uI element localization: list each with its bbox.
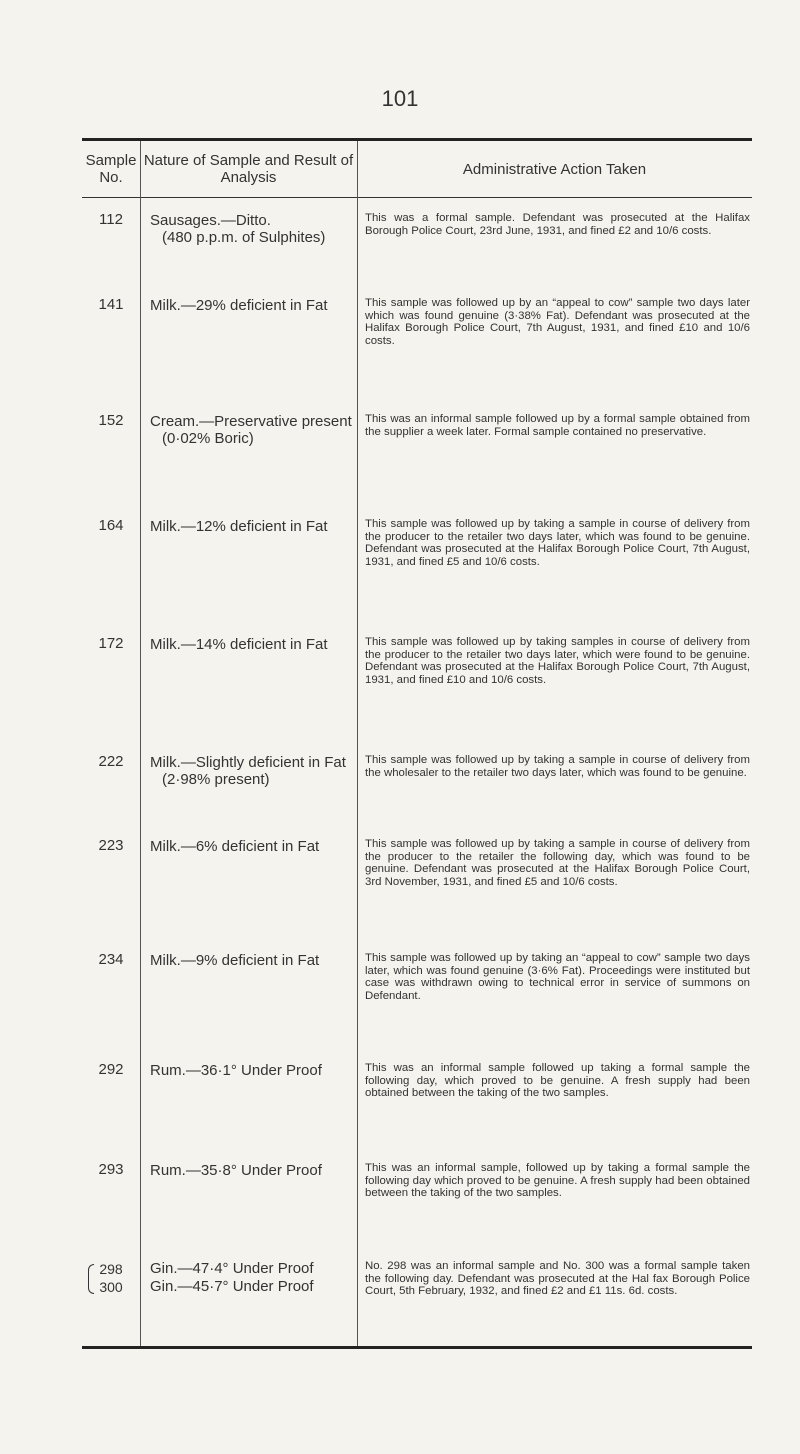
nature-line: Milk.—29% deficient in Fat [150,297,328,314]
table-row [82,636,752,754]
sample-nature [140,212,357,297]
sample-no: 172 [98,635,124,652]
table-row [82,1260,752,1346]
sample-no: 152 [98,412,124,429]
nature-line: Milk.—12% deficient in Fat [150,518,328,535]
table-row [82,297,752,413]
sample-nature [140,952,357,1062]
table-row [82,198,752,297]
table-header [82,141,752,198]
sample-nature [140,297,357,413]
nature-line: Gin.—45·7° Under Proof [150,1278,314,1295]
sample-no-group [82,1260,140,1346]
table-row [82,413,752,518]
sample-no: 293 [98,1161,124,1178]
header-sample-no: Sample No. [85,152,137,186]
nature-line: Rum.—36·1° Under Proof [150,1062,322,1079]
nature-line: Milk.—9% deficient in Fat [150,952,320,969]
action-taken: This was an informal sample followed up taking a formal sample the following day, which proved to be genuine. A fresh supply had been obtained between the taking of the two samples. [365,1062,750,1099]
sample-nature [140,1162,357,1260]
sample-nature [140,838,357,952]
action-taken: This sample was followed up by taking a sample in course of delivery from the wholesaler to the retailer two days later, which was found to be genuine. [365,754,750,779]
nature-detail: (480 p.p.m. of Sulphites) [162,229,326,246]
sample-no: 298 [99,1261,123,1277]
nature-line: Milk.—14% deficient in Fat [150,636,328,653]
sample-nature [140,518,357,636]
action-taken: This sample was followed up by an “appeal to cow” sample two days later which was found genuine (3·38% Fat). Defendant was prosecuted at the Halifax Borough Police Court, 7th August, 1931, and fined £10 and 10/6 costs. [365,297,750,347]
table-row [82,838,752,952]
nature-line: Milk.—6% deficient in Fat [150,838,320,855]
action-taken: This sample was followed up by taking a sample in course of delivery from the producer to the retailer the following day, which was found to be genuine. Defendant was prosecuted at the Halifax Borough Police Court, 3rd November, 1931, and fined £5 and 10/6 costs. [365,838,750,888]
table-row [82,518,752,636]
table-row [82,754,752,838]
sample-no: 141 [98,296,124,313]
page-number: 101 [381,86,419,111]
action-taken: This sample was followed up by taking a sample in course of delivery from the producer to the retailer two days later, which was found to be genuine. Defendant was prosecuted at the Halifax Borough Police Court, 7th August, 1931, and fined £5 and 10/6 costs. [365,518,750,568]
sample-nature [140,1260,357,1346]
nature-detail: (2·98% present) [162,771,270,788]
nature-line: Sausages.—Ditto. [150,212,271,229]
nature-line: Gin.—47·4° Under Proof [150,1260,314,1277]
sample-no: 300 [99,1279,123,1295]
action-taken: This was an informal sample followed up by a formal sample obtained from the supplier a week later. Formal sample contained no preservative. [365,413,750,438]
table-row [82,1162,752,1260]
action-taken: This was an informal sample, followed up by taking a formal sample the following day which proved to be genuine. A fresh supply had been obtained between the taking of the two samples. [365,1162,750,1199]
action-taken: This sample was followed up by taking an “appeal to cow” sample two days later, which was found genuine (3·6% Fat). Proceedings were instituted but case was withdrawn owing to technical error in service of summons on Defendant. [365,952,750,1002]
sample-no: 112 [99,211,123,228]
header-action: Administrative Action Taken [462,160,647,178]
action-taken: No. 298 was an informal sample and No. 300 was a formal sample taken the following day. Defendant was prosecuted at the Hal fax Borough Police Court, 5th February, 1932, and fined £2 and £1 11s. 6d. costs. [365,1260,750,1297]
nature-line: Rum.—35·8° Under Proof [150,1162,322,1179]
sample-nature [140,1062,357,1162]
sample-no: 223 [98,837,124,854]
sample-nature [140,413,357,518]
action-taken: This sample was followed up by taking samples in course of delivery from the producer to the retailer two days later, which were found to be genuine. Defendant was prosecuted at the Halifax Borough Police Court, 7th August, 1931, and fined £10 and 10/6 costs. [365,636,750,686]
nature-detail: (0·02% Boric) [162,430,254,447]
header-nature: Nature of Sample and Result of Analysis [143,152,354,186]
nature-line: Cream.—Preservative present [150,413,352,430]
sample-nature [140,754,357,838]
sample-no: 234 [98,951,124,968]
table-row [82,952,752,1062]
action-taken: This was a formal sample. Defendant was prosecuted at the Halifax Borough Police Court, 23rd June, 1931, and fined £2 and 10/6 costs. [365,212,750,237]
sample-no: 292 [98,1061,124,1078]
samples-table [82,138,752,1349]
table-row [82,1062,752,1162]
sample-no: 222 [98,753,124,770]
sample-no: 164 [98,517,124,534]
nature-line: Milk.—Slightly deficient in Fat [150,754,346,771]
sample-nature [140,636,357,754]
